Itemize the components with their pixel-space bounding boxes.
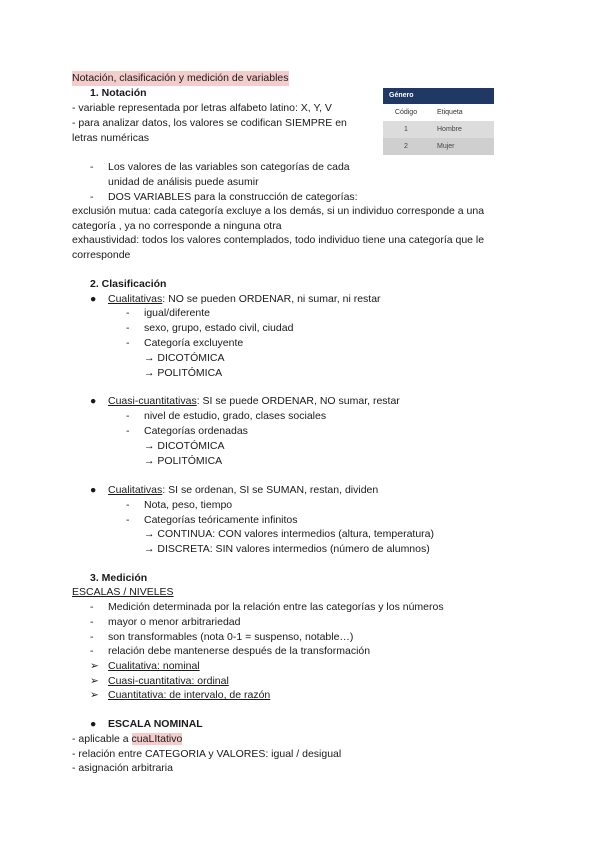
escala-nominal-heading: ESCALA NOMINAL: [108, 718, 203, 730]
bullet-dot: ●: [90, 395, 97, 407]
cuasi-item-2: Categorías ordenadas: [144, 425, 248, 437]
page-title: Notación, clasificación y medición de variables: [72, 72, 289, 84]
escala-item-2: Cuasi-cuantitativa: ordinal: [108, 675, 229, 687]
table-header: [383, 88, 494, 104]
nominal-line-1-text: - aplicable a: [72, 733, 132, 745]
cualitativas-item-1: igual/diferente: [144, 307, 210, 319]
section-heading-clasificacion: 2. Clasificación: [90, 278, 167, 290]
arrow-bullet-icon: ➢: [90, 675, 99, 687]
bullet-dot: ●: [90, 484, 97, 496]
cuantitativas-desc: : SI se ordenan, SI se SUMAN, restan, dividen: [162, 484, 379, 496]
cuasi-item-1: nivel de estudio, grado, clases sociales: [144, 410, 327, 422]
cuantitativas-item-4: → DISCRETA: SIN valores intermedios (número de alumnos): [144, 543, 430, 555]
notacion-dash-2: DOS VARIABLES para la construcción de categorías:: [108, 191, 358, 203]
table-cell-code: 1: [404, 125, 408, 133]
nominal-line-1: [72, 732, 182, 747]
column-header-etiqueta: Etiqueta: [437, 108, 463, 116]
dash-bullet: -: [90, 601, 94, 613]
medicion-item-1: Medición determinada por la relación entre las categorías y los números: [108, 601, 444, 613]
escala-item-3: Cuantitativa: de intervalo, de razón: [108, 689, 271, 701]
bullet-dot: ●: [90, 293, 97, 305]
table-title: Género: [389, 92, 414, 99]
table-row: [383, 138, 494, 155]
dash-bullet: -: [90, 161, 94, 173]
section-heading-medicion: 3. Medición: [90, 572, 148, 584]
notacion-line-2: - para analizar datos, los valores se codifican SIEMPRE en: [72, 117, 347, 129]
notacion-dash-1a: Los valores de las variables son categorías de cada: [108, 161, 350, 173]
notacion-line-3: letras numéricas: [72, 132, 150, 144]
nominal-line-3: - asignación arbitraria: [72, 762, 173, 774]
arrow-bullet-icon: ➢: [90, 689, 99, 701]
notacion-dash-1b: unidad de análisis puede asumir: [108, 176, 259, 188]
cualitativas-line: [108, 292, 381, 307]
table-cell-label: Mujer: [437, 142, 455, 150]
cualitativas-desc: : NO se pueden ORDENAR, ni sumar, ni restar: [162, 293, 381, 305]
cualitativas-item-2: sexo, grupo, estado civil, ciudad: [144, 322, 294, 334]
escala-item-1: Cualitativa: nominal: [108, 660, 200, 672]
cualitativas-item-5: → POLITÓMICA: [144, 367, 223, 379]
cualitativas-item-4: → DICOTÓMICA: [144, 352, 225, 364]
cuasi-term: Cuasi-cuantitativas: [108, 395, 197, 407]
section-heading-notacion: 1. Notación: [90, 87, 147, 99]
medicion-item-2: mayor o menor arbitrariedad: [108, 616, 241, 628]
cualitativas-item-3: Categoría excluyente: [144, 337, 244, 349]
medicion-item-4: relación debe mantenerse después de la transformación: [108, 645, 371, 657]
cuantitativas-item-1: Nota, peso, tiempo: [144, 499, 233, 511]
exhaustividad-line-1: exhaustividad: todos los valores contemplados, todo individuo tiene una categoría que le: [72, 234, 485, 246]
medicion-item-3: son transformables (nota 0-1 = suspenso, notable…): [108, 631, 354, 643]
dash-bullet: -: [126, 337, 130, 349]
cuasi-line: [108, 394, 400, 409]
table-column-headers: [383, 104, 494, 121]
cuasi-desc: : SI se puede ORDENAR, NO sumar, restar: [196, 395, 400, 407]
table-cell-code: 2: [404, 142, 408, 150]
arrow-bullet-icon: ➢: [90, 660, 99, 672]
genero-table: [383, 88, 494, 155]
dash-bullet: -: [90, 191, 94, 203]
dash-bullet: -: [126, 307, 130, 319]
cuasi-item-3: → DICOTÓMICA: [144, 440, 225, 452]
cuasi-item-4: → POLITÓMICA: [144, 455, 223, 467]
nominal-line-2: - relación entre CATEGORIA y VALORES: igual / desigual: [72, 748, 342, 760]
cualitativas-term: Cualitativas: [108, 293, 163, 305]
cuantitativas-item-3: → CONTINUA: CON valores intermedios (altura, temperatura): [144, 528, 434, 540]
dash-bullet: -: [126, 499, 130, 511]
dash-bullet: -: [90, 631, 94, 643]
table-row: [383, 121, 494, 138]
table-cell-label: Hombre: [437, 125, 462, 133]
dash-bullet: -: [90, 645, 94, 657]
dash-bullet: -: [90, 616, 94, 628]
dash-bullet: -: [126, 514, 130, 526]
cuantitativas-item-2: Categorías teóricamente infinitos: [144, 514, 298, 526]
column-header-codigo: Código: [394, 108, 418, 116]
dash-bullet: -: [126, 425, 130, 437]
dash-bullet: -: [126, 410, 130, 422]
cuantitativas-term: Cualitativas: [108, 484, 163, 496]
bullet-dot: ●: [90, 718, 97, 730]
dash-bullet: -: [126, 322, 130, 334]
exhaustividad-line-2: corresponde: [72, 249, 131, 261]
exclusion-line-2: categoría , ya no corresponde a ninguna otra: [72, 220, 282, 232]
exclusion-line-1: exclusión mutua: cada categoría excluye a los demás, si un individuo corresponde a una: [72, 205, 485, 217]
nominal-highlight: cuaLItativo: [131, 733, 183, 745]
escalas-subheading: ESCALAS / NIVELES: [72, 586, 174, 598]
cuantitativas-line: [108, 483, 378, 498]
notacion-line-1: - variable representada por letras alfabeto latino: X, Y, V: [72, 102, 332, 114]
